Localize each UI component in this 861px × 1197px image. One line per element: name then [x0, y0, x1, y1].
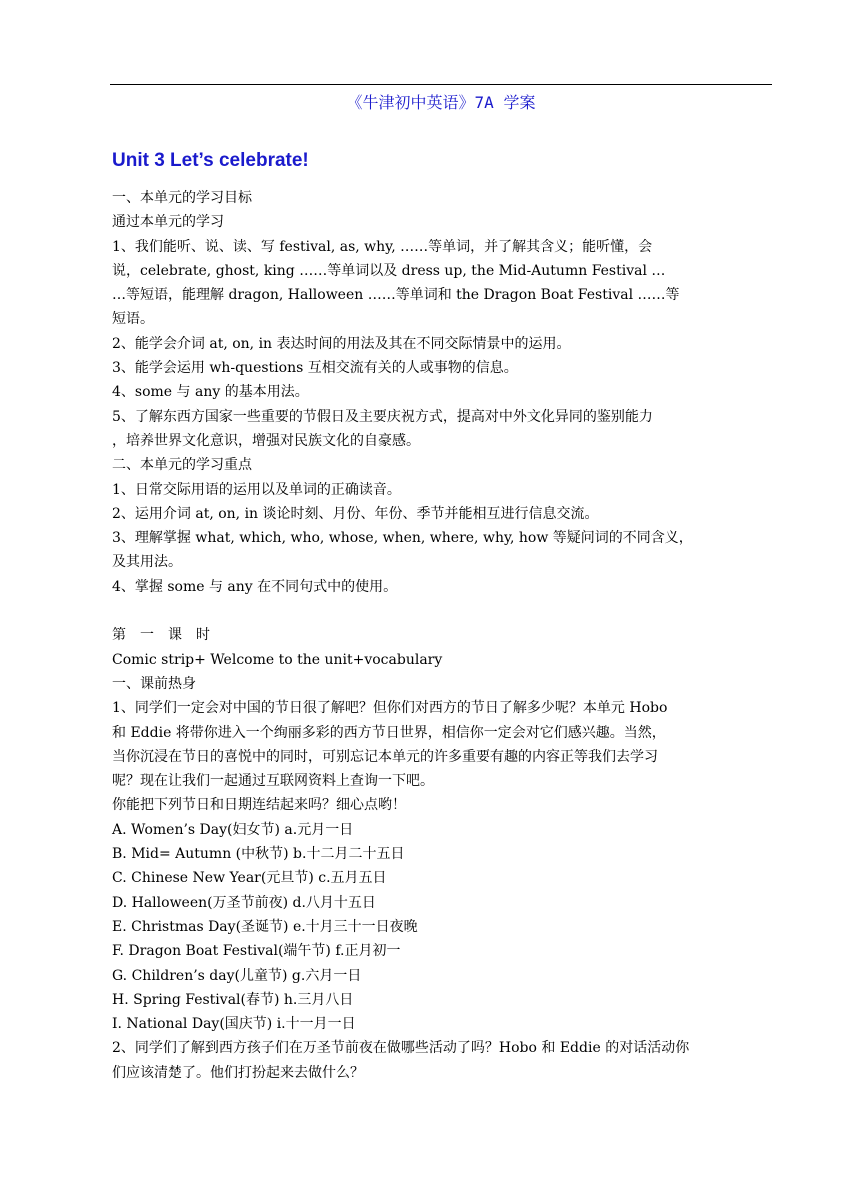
document-body [112, 186, 762, 1085]
text-line: 当你沉浸在节日的喜悦中的同时，可别忘记本单元的许多重要有趣的内容正等我们去学习 [112, 748, 658, 765]
text-line: 2、能学会介词 at, on, in 表达时间的用法及其在不同交际情景中的运用。 [112, 335, 571, 352]
text-line: 第 一 课 时 [112, 627, 210, 644]
text-line: 4、掌握 some 与 any 在不同句式中的使用。 [112, 578, 398, 595]
text-line: 二、本单元的学习重点 [112, 457, 252, 474]
text-line: 你能把下列节日和日期连结起来吗？细心点哟！ [112, 797, 406, 814]
text-line: 1、日常交际用语的运用以及单词的正确读音。 [112, 481, 401, 498]
text-line: 呢？现在让我们一起通过互联网资料上查询一下吧。 [112, 773, 434, 790]
text-line: B. Mid= Autumn (中秋节) b.十二月二十五日 [112, 846, 405, 863]
text-line: A. Women’s Day(妇女节) a.元月一日 [112, 821, 354, 838]
text-line: 们应该清楚了。他们打扮起来去做什么？ [112, 1064, 364, 1081]
text-line: 短语。 [112, 311, 154, 328]
text-line: H. Spring Festival(春节) h.三月八日 [112, 991, 354, 1008]
text-line: 通过本单元的学习 [112, 214, 224, 231]
text-line: D. Halloween(万圣节前夜) d.八月十五日 [112, 894, 376, 911]
text-line: ，培养世界文化意识，增强对民族文化的自豪感。 [112, 432, 420, 449]
text-line: 4、some 与 any 的基本用法。 [112, 384, 309, 401]
text-line: 2、运用介词 at, on, in 谈论时刻、月份、年份、季节并能相互进行信息交流。 [112, 505, 599, 522]
unit-title: Unit 3 Let’s celebrate! [112, 150, 309, 171]
text-line: C. Chinese New Year(元旦节) c.五月五日 [112, 870, 387, 887]
text-line: E. Christmas Day(圣诞节) e.十月三十一日夜晚 [112, 918, 418, 935]
blank-line [112, 599, 762, 623]
text-line: 和 Eddie 将带你进入一个绚丽多彩的西方节日世界，相信你一定会对它们感兴趣。当然， [112, 724, 666, 741]
text-line: …等短语，能理解 dragon, Halloween ……等单词和 the Dragon Boat Festival ……等 [112, 287, 680, 304]
text-line: I. National Day(国庆节) i.十一月一日 [112, 1016, 356, 1033]
text-line: 1、我们能听、说、读、写 festival, as, why, ……等单词，并了解其含义；能听懂，会 [112, 238, 653, 255]
header-rule [110, 84, 772, 85]
text-line: 1、同学们一定会对中国的节日很了解吧？但你们对西方的节日了解多少呢？本单元 Hobo [112, 700, 668, 717]
text-line: 3、能学会运用 wh-questions 互相交流有关的人或事物的信息。 [112, 360, 518, 377]
text-line: 一、本单元的学习目标 [112, 190, 252, 206]
text-line: 2、同学们了解到西方孩子们在万圣节前夜在做哪些活动了吗？Hobo 和 Eddie 的对话活动你 [112, 1040, 690, 1057]
text-line: 一、课前热身 [112, 675, 196, 692]
text-line: G. Children’s day(儿童节) g.六月一日 [112, 967, 362, 984]
text-line: 说，celebrate, ghost, king ……等单词以及 dress up, the Mid-Autumn Festival … [112, 262, 666, 279]
page-header-title: 《牛津初中英语》7A 学案 [346, 93, 536, 112]
text-line: 5、了解东西方国家一些重要的节假日及主要庆祝方式，提高对中外文化异同的鉴别能力 [112, 408, 653, 425]
text-line: 及其用法。 [112, 554, 182, 571]
text-line: 3、理解掌握 what, which, who, whose, when, where, why, how 等疑问词的不同含义， [112, 530, 693, 547]
text-line: Comic strip+ Welcome to the unit+vocabulary [112, 651, 443, 668]
text-line: F. Dragon Boat Festival(端午节) f.正月初一 [112, 943, 401, 960]
